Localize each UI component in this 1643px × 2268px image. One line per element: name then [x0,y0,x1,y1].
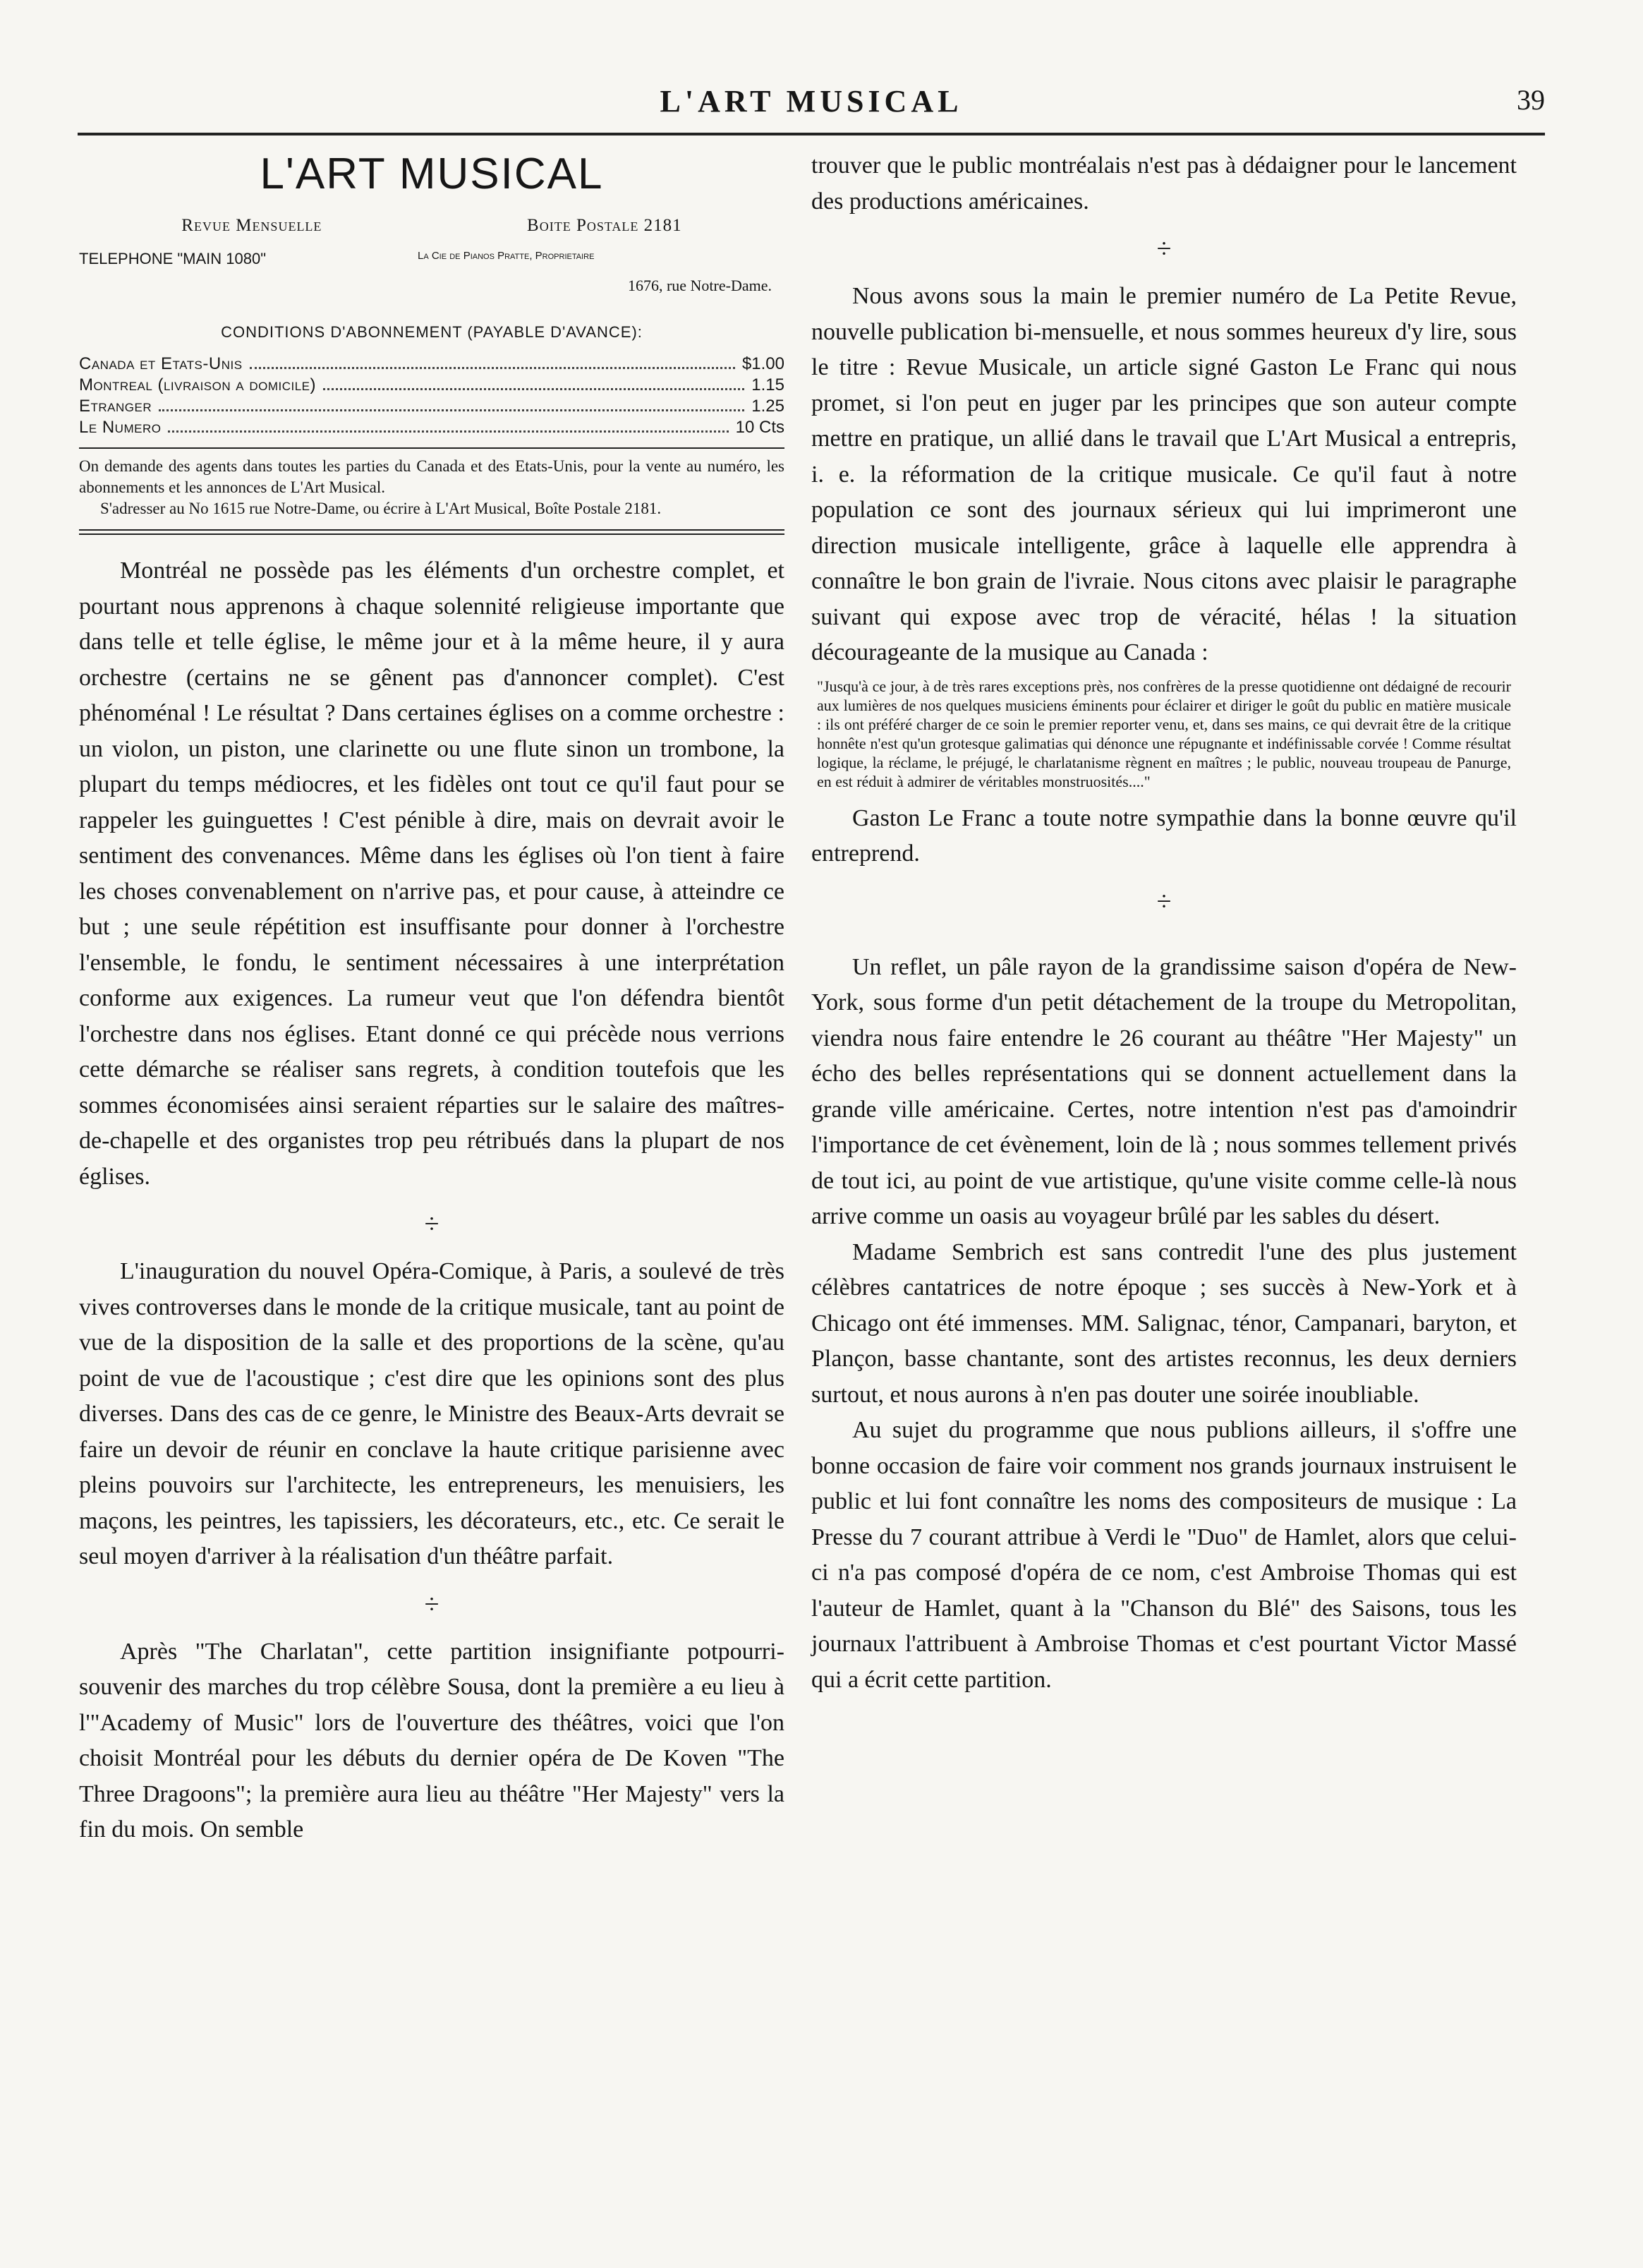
agents-notice [79,456,784,519]
price-row [79,375,784,397]
separator-mark: ÷ [424,1210,439,1240]
masthead [79,148,784,295]
header-rule [78,133,1545,135]
masthead-subtitles [79,216,784,236]
masthead-address: 1676, rue Notre-Dame. [627,277,772,295]
left-column [79,148,784,1848]
price-row [79,418,784,439]
separator-mark: ÷ [1156,234,1172,264]
right-column [811,148,1517,1698]
page-header [78,83,1545,126]
article-orchestre: Montréal ne possède pas les éléments d'un orchestre complet, et pourtant nous apprenons à chaque solennité religieuse importante que dans telle et telle église, le même jour et à la même heure, il y aura orchestre (certains ne se gênent pas d'annoncer complet). C'est phénoménal ! Le résultat ? Dans certaines églises on a comme orchestre : un violon, un piston, une clarinette ou une flute sinon un trombone, la plupart du temps médiocres, et les fidèles ont tout ce qu'il faut pour se rappeler les guinguettes ! C'est pénible à dire, mais on devrait avoir le sentiment des convenances. Même dans les églises où l'on tient à faire les choses convenablement on n'arrive pas, et pour cause, à atteindre ce but ; une seule répétition est insuffisante pour donner à l'orchestre l'ensemble, le fondu, le sentiment nécessaires à une interprétation conforme aux exigences. La rumeur veut que l'on défendra bientôt l'orchestre dans nos églises. Etant donné ce qui précède nous verrions cette démarche se réaliser sans regrets, à condition toutefois que les sommes économisées ainsi seraient réparties sur le salaire des maîtres-de-chapelle et des organistes trop peu rétribués dans la plupart de nos églises. [79,557,784,1190]
rule [79,447,784,449]
notice-paragraph: S'adresser au No 1615 rue Notre-Dame, ou écrire à L'Art Musical, Boîte Postale 2181. [100,500,662,518]
article-petite-revue: Nous avons sous la main le premier numéro de La Petite Revue, nouvelle publication bi-mensuelle, et nous sommes heureux d'y lire, sous le titre : Revue Musicale, un article signé Gaston Le Franc qui nous promet, si l'on peut en juger par les principes que son auteur compte mettre en pratique, un allié dans le travail que L'Art Musical a entrepris, i. e. la réformation de la critique musicale. Ce qu'il faut à notre population ce sont des journaux sérieux qui lui imprimeront une direction musicale intelligente, grâce à laquelle elle apprendra à connaître le bon grain de l'ivraie. Nous citons avec plaisir le paragraphe suivant qui expose avec trop de véracité, hélas ! la situation décourageante de la musique au Canada : [811,283,1517,665]
separator-mark: ÷ [424,1589,439,1619]
price-value: $1.00 [741,354,784,374]
price-label: Etranger [79,397,152,416]
leader-dots [159,409,744,411]
leader-dots [168,430,728,433]
masthead-contact [79,250,784,268]
leader-dots [323,388,744,390]
separator-mark: ÷ [1156,886,1172,917]
article-three-dragoons: Après "The Charlatan", cette partition insignifiante potpourri-souvenir des marches du trop célèbre Sousa, dont la première a eu lieu à l'"Academy of Music" lors de l'ouverture des théâtres, voici que l'on choisit Montréal pour les débuts du dernier opéra de De Koven "The Three Dragoons"; la première aura lieu au théâtre "Her Majesty" vers la fin du mois. On semble [79,1638,784,1843]
price-row [79,354,784,375]
right-articles [811,148,1517,1698]
price-row [79,397,784,418]
price-label: Le Numero [79,418,162,438]
paragraph-sembrich: Madame Sembrich est sans contredit l'une des plus justement célèbres cantatrices de notre époque ; ses succès à New-York et à Chicago ont été immenses. MM. Salignac, ténor, Campanari, baryton, et Plançon, basse chantante, sont des artistes reconnus, les deux derniers surtout, et nous aurons à n'en pas douter une soirée inoubliable. [811,1238,1517,1408]
quoted-passage: "Jusqu'à ce jour, à de très rares exceptions près, nos confrères de la presse quotidienne ont dédaigné de recourir aux lumières de nos quelques musiciens éminents pour éclairer et diriger le goût du public en matière musicale : ils ont préféré charger de ce soin le premier reporter venu, et, dans ses mains, ce qui devrait être de la critique honnête n'est qu'un grotesque galimatias qui dénonce une répugnante et indéfinissable corvée ! Comme résultat logique, la réclame, le préjugé, le charlatanisme règnent en maîtres ; le public, nouveau troupeau de Panurge, en est réduit à admirer de véritables monstruosités...." [817,677,1511,790]
left-articles [79,553,784,1848]
price-value: 1.15 [751,375,784,395]
paragraph-programme: Au sujet du programme que nous publions ailleurs, il s'offre une bonne occasion de faire voir comment nos grands journaux instruisent le public et lui font connaître les noms des compositeurs de musique : La Presse du 7 courant attribue à Verdi le "Duo" de Hamlet, alors que celui-ci n'a pas composé d'opéra de ce nom, c'est Ambroise Thomas qui est l'auteur de Hamlet, quant à la "Chanson du Blé" des Saisons, tous les journaux l'attribuent à Ambroise Thomas et c'est pourtant Victor Massé qui a écrit cette partition. [811,1417,1517,1693]
masthead-revue: Revue Mensuelle [181,216,322,236]
article-metropolitan: Un reflet, un pâle rayon de la grandissime saison d'opéra de New-York, sous forme d'un petit détachement de la troupe du Metropolitan, viendra nous faire entendre le 26 courant au théâtre "Her Majesty" un écho des belles représentations qui se donnent actuellement dans la grande ville américaine. Certes, notre intention n'est pas d'amoindrir l'importance de cet évènement, loin de là ; nous sommes tellement privés de tout ici, au point de vue artistique, qu'une visite comme celle-là nous arrive comme un oasis au voyageur brûlé par les sables du désert. [811,953,1517,1229]
article-opera-comique: L'inauguration du nouvel Opéra-Comique, à Paris, a soulevé de très vives controverses dans le monde de la critique musicale, tant au point de vue de la disposition de la salle et des proportions de la scène, qu'au point de vue de l'acoustique ; c'est dire que les opinions sont des plus diverses. Dans des cas de ce genre, le Ministre des Beaux-Arts devrait se faire un devoir de réunir en conclave la haute critique parisienne avec pleins pouvoirs sur l'architecte, les entrepreneurs, les menuisiers, les maçons, les peintres, les tapissiers, les décorateurs, etc., etc. Ce serait le seul moyen d'arriver à la réalisation d'un théâtre parfait. [79,1258,784,1570]
masthead-telephone: TELEPHONE "MAIN 1080" [79,250,267,268]
continuation-paragraph: trouver que le public montréalais n'est pas à dédaigner pour le lancement des productions américaines. [811,152,1517,215]
masthead-boite: Boite Postale 2181 [527,216,682,236]
price-label: Canada et Etats-Unis [79,354,243,374]
double-rule [79,529,784,535]
page-number: 39 [1517,84,1545,116]
leader-dots [250,367,735,369]
paragraph-gaston-le-franc: Gaston Le Franc a toute notre sympathie dans la bonne œuvre qu'il entreprend. [811,804,1517,867]
masthead-publisher: La Cie de Pianos Pratte, Proprietaire [418,250,595,263]
price-value: 1.25 [751,397,784,416]
masthead-title: L'ART MUSICAL [260,150,604,198]
running-title: L'ART MUSICAL [660,84,963,119]
price-table [79,354,784,439]
notice-paragraph: On demande des agents dans toutes les parties du Canada et des Etats-Unis, pour la vente au numéro, les abonnements et les annonces de L'Art Musical. [79,457,784,497]
price-label: Montreal (livraison a domicile) [79,375,316,395]
price-value: 10 Cts [735,418,784,438]
conditions-title: CONDITIONS D'ABONNEMENT (PAYABLE D'AVANCE): [221,323,643,342]
